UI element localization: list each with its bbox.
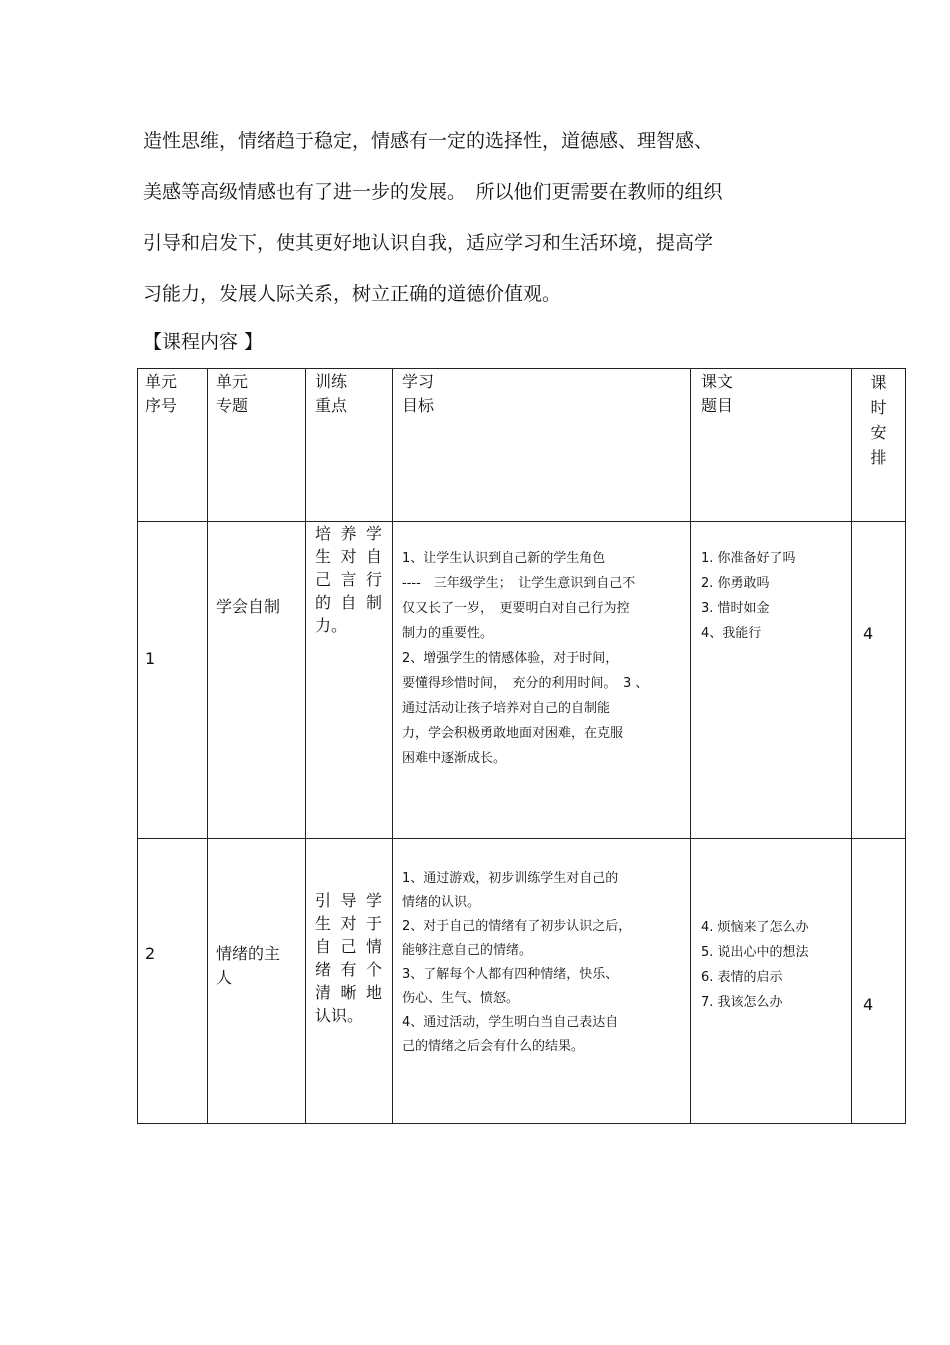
table-row bbox=[138, 522, 906, 839]
lesson-item: 7. 我该怎么办 bbox=[701, 995, 783, 1010]
header-unit-no: 单元 序号 bbox=[138, 369, 208, 522]
header-focus: 训练 重点 bbox=[306, 369, 393, 522]
intro-line: 习能力，发展人际关系，树立正确的道德价值观。 bbox=[143, 283, 562, 305]
lesson-item: 4、我能行 bbox=[701, 626, 762, 641]
goal-cell: 1、让学生认识到自己新的学生角色 ---- 三年级学生； 让学生意识到自己不 仅又长了一岁， 更要明白对自己行为控 制力的重要性。 2、增强学生的情感体验，对于时间， 要懂得珍惜时间， 充分的利用时间。 3 、 通过活动让孩子培养对自己的自制能 力，学会积极勇敢地面对困难，在克服 困难中逐渐成长。 bbox=[393, 522, 691, 839]
intro-line: 造性思维，情绪趋于稳定，情感有一定的选择性，道德感、理智感、 bbox=[143, 130, 714, 152]
header-hours: 课 时 安 排 bbox=[852, 369, 906, 522]
intro-line: 引导和启发下，使其更好地认识自我，适应学习和生活环境，提高学 bbox=[143, 232, 714, 254]
goal-cell: 1、通过游戏，初步训练学生对自己的 情绪的认识。 2、对于自己的情绪有了初步认识之后， 能够注意自己的情绪。 3、了解每个人都有四种情绪，快乐、 伤心、生气、愤怒。 4、通过活动，学生明白当自己表达自 己的情绪之后会有什么的结果。 bbox=[393, 839, 691, 1124]
course-table bbox=[137, 368, 906, 1124]
unit-topic-cell: 情绪的主 人 bbox=[208, 839, 306, 1124]
lesson-item: 2. 你勇敢吗 bbox=[701, 576, 770, 591]
table-header-row bbox=[138, 369, 906, 522]
lesson-cell bbox=[691, 839, 852, 1124]
lesson-item: 3. 惜时如金 bbox=[701, 601, 770, 616]
unit-no-cell: 1 bbox=[138, 522, 208, 839]
unit-topic-cell: 学会自制 bbox=[208, 522, 306, 839]
lesson-item: 5. 说出心中的想法 bbox=[701, 945, 809, 960]
lesson-cell bbox=[691, 522, 852, 839]
header-unit-topic: 单元 专题 bbox=[208, 369, 306, 522]
intro-line: 美感等高级情感也有了进一步的发展。 所以他们更需要在教师的组织 bbox=[143, 181, 723, 203]
hours-cell: 4 bbox=[852, 522, 906, 839]
hours-cell: 4 bbox=[852, 839, 906, 1124]
unit-no-cell: 2 bbox=[138, 839, 208, 1124]
table-row bbox=[138, 839, 906, 1124]
header-lesson: 课文 题目 bbox=[691, 369, 852, 522]
section-heading: 【课程内容 】 bbox=[143, 331, 264, 353]
lesson-item: 4. 烦恼来了怎么办 bbox=[701, 920, 809, 935]
focus-cell: 引导学 生对于 自己情 绪有个 清晰地 认识。 bbox=[306, 839, 393, 1124]
lesson-item: 1. 你准备好了吗 bbox=[701, 551, 796, 566]
lesson-item: 6. 表情的启示 bbox=[701, 970, 783, 985]
focus-cell: 培养学 生对自 己言行 的自制 力。 bbox=[306, 522, 393, 839]
header-goal: 学习 目标 bbox=[393, 369, 691, 522]
